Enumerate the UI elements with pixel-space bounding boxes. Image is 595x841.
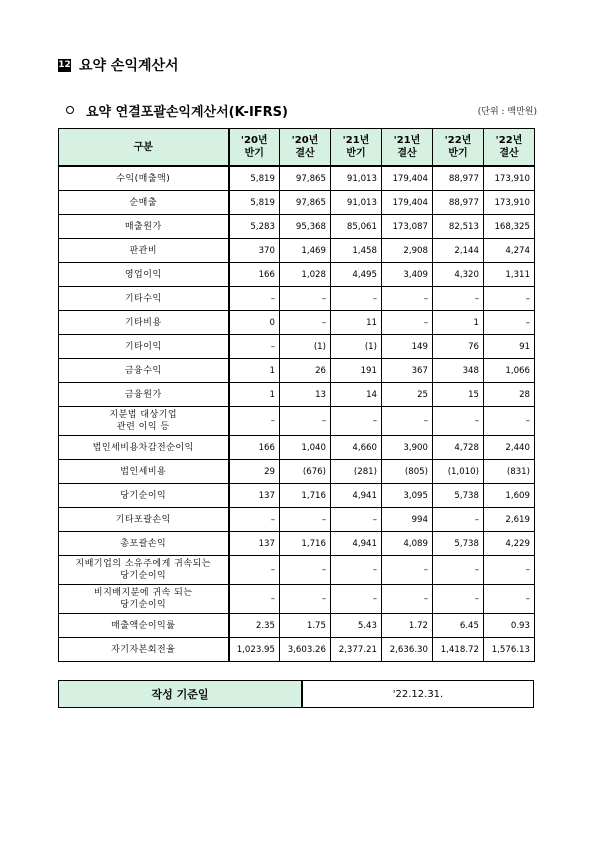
row-value: 28 — [484, 383, 535, 407]
row-value: 91,013 — [331, 191, 382, 215]
table-row — [59, 239, 535, 263]
table-row — [59, 263, 535, 287]
row-value: 25 — [382, 383, 433, 407]
table-row — [59, 383, 535, 407]
row-value: 1,716 — [280, 532, 331, 556]
row-value: – — [331, 556, 382, 585]
row-value: 5,819 — [229, 191, 280, 215]
row-value: – — [484, 585, 535, 614]
row-value: (281) — [331, 460, 382, 484]
row-value: 1,458 — [331, 239, 382, 263]
row-value: 1,311 — [484, 263, 535, 287]
row-value: 994 — [382, 508, 433, 532]
row-value: 91 — [484, 335, 535, 359]
row-value: 1,469 — [280, 239, 331, 263]
row-value: – — [280, 508, 331, 532]
row-label: 당기순이익 — [59, 484, 229, 508]
row-value: 5,738 — [433, 484, 484, 508]
row-value: – — [331, 407, 382, 436]
row-value: 4,089 — [382, 532, 433, 556]
row-value: 168,325 — [484, 215, 535, 239]
row-label: 기타수익 — [59, 287, 229, 311]
row-value: 1,576.13 — [484, 638, 535, 662]
row-value: 2,908 — [382, 239, 433, 263]
row-value: – — [280, 287, 331, 311]
row-value: – — [382, 287, 433, 311]
row-value: 3,603.26 — [280, 638, 331, 662]
table-row — [59, 614, 535, 638]
row-value: 173,087 — [382, 215, 433, 239]
row-value: 88,977 — [433, 191, 484, 215]
row-value: – — [433, 556, 484, 585]
row-value: 1,609 — [484, 484, 535, 508]
row-value: 173,910 — [484, 191, 535, 215]
row-value: 14 — [331, 383, 382, 407]
row-value: 1.75 — [280, 614, 331, 638]
row-value: 1,028 — [280, 263, 331, 287]
row-label: 자기자본회전율 — [59, 638, 229, 662]
table-body — [59, 166, 535, 662]
row-value: – — [382, 585, 433, 614]
table-row — [59, 532, 535, 556]
header-category: 구분 — [59, 129, 229, 167]
row-value: 2,619 — [484, 508, 535, 532]
table-row — [59, 407, 535, 436]
row-label: 판관비 — [59, 239, 229, 263]
row-value: 2,144 — [433, 239, 484, 263]
header-period-6: '22년 결산 — [484, 129, 535, 167]
row-value: – — [382, 311, 433, 335]
row-value: – — [331, 287, 382, 311]
row-value: – — [331, 585, 382, 614]
table-header-row — [59, 129, 535, 167]
row-value: – — [433, 407, 484, 436]
row-value: – — [433, 508, 484, 532]
row-value: – — [280, 585, 331, 614]
row-value: 4,229 — [484, 532, 535, 556]
row-value: 0 — [229, 311, 280, 335]
row-value: – — [229, 335, 280, 359]
row-value: 88,977 — [433, 166, 484, 191]
row-label: 수익(매출액) — [59, 166, 229, 191]
header-period-5: '22년 반기 — [433, 129, 484, 167]
row-label: 법인세비용차감전순이익 — [59, 436, 229, 460]
row-value: (676) — [280, 460, 331, 484]
table-row — [59, 638, 535, 662]
row-value: 2,636.30 — [382, 638, 433, 662]
table-row — [59, 436, 535, 460]
row-value: 3,900 — [382, 436, 433, 460]
row-value: 137 — [229, 484, 280, 508]
table-row — [59, 460, 535, 484]
row-value: 4,495 — [331, 263, 382, 287]
row-label: 매출액순이익률 — [59, 614, 229, 638]
table-row — [59, 556, 535, 585]
row-value: – — [382, 407, 433, 436]
row-value: 1,023.95 — [229, 638, 280, 662]
table-row — [59, 311, 535, 335]
row-value: – — [229, 556, 280, 585]
row-value: 166 — [229, 263, 280, 287]
section-title — [58, 55, 179, 75]
row-value: – — [484, 556, 535, 585]
row-value: 191 — [331, 359, 382, 383]
unit-note: (단위 : 백만원) — [477, 107, 537, 117]
row-value: 348 — [433, 359, 484, 383]
row-value: 4,941 — [331, 484, 382, 508]
row-value: 13 — [280, 383, 331, 407]
row-value: 4,660 — [331, 436, 382, 460]
row-value: (1) — [331, 335, 382, 359]
row-value: 82,513 — [433, 215, 484, 239]
row-value: – — [229, 287, 280, 311]
row-value: 85,061 — [331, 215, 382, 239]
row-value: 4,728 — [433, 436, 484, 460]
row-label: 법인세비용 — [59, 460, 229, 484]
table-row — [59, 585, 535, 614]
row-value: 26 — [280, 359, 331, 383]
row-value: 4,274 — [484, 239, 535, 263]
row-value: 1 — [229, 359, 280, 383]
row-value: – — [229, 585, 280, 614]
row-value: (1,010) — [433, 460, 484, 484]
row-value: 149 — [382, 335, 433, 359]
row-value: 2,440 — [484, 436, 535, 460]
row-value: (831) — [484, 460, 535, 484]
row-value: 95,368 — [280, 215, 331, 239]
row-value: 3,409 — [382, 263, 433, 287]
row-value: 1 — [229, 383, 280, 407]
row-label: 지배기업의 소유주에게 귀속되는 당기순이익 — [59, 556, 229, 585]
reference-date-value: '22.12.31. — [302, 681, 534, 708]
header-period-3: '21년 반기 — [331, 129, 382, 167]
row-value: 173,910 — [484, 166, 535, 191]
row-value: – — [382, 556, 433, 585]
row-label: 순매출 — [59, 191, 229, 215]
row-value: 179,404 — [382, 166, 433, 191]
row-value: 2,377.21 — [331, 638, 382, 662]
reference-date-label: 작성 기준일 — [59, 681, 303, 708]
income-statement-table — [58, 128, 535, 662]
row-value: 166 — [229, 436, 280, 460]
header-period-2: '20년 결산 — [280, 129, 331, 167]
row-value: 6.45 — [433, 614, 484, 638]
row-label: 매출원가 — [59, 215, 229, 239]
row-value: 367 — [382, 359, 433, 383]
table-row — [59, 335, 535, 359]
table-row — [59, 191, 535, 215]
table-row — [59, 508, 535, 532]
row-value: 4,320 — [433, 263, 484, 287]
table-row — [59, 484, 535, 508]
row-value: 4,941 — [331, 532, 382, 556]
subtitle — [66, 100, 288, 120]
row-value: 370 — [229, 239, 280, 263]
row-value: – — [280, 407, 331, 436]
row-value: – — [280, 556, 331, 585]
row-value: 179,404 — [382, 191, 433, 215]
row-value: (805) — [382, 460, 433, 484]
row-value: 5,283 — [229, 215, 280, 239]
header-period-1: '20년 반기 — [229, 129, 280, 167]
row-value: 5.43 — [331, 614, 382, 638]
row-value: 1.72 — [382, 614, 433, 638]
row-value: 5,738 — [433, 532, 484, 556]
row-label: 비지배지분에 귀속 되는 당기순이익 — [59, 585, 229, 614]
subtitle-text: 요약 연결포괄손익계산서(K-IFRS) — [86, 104, 288, 120]
row-label: 기타이익 — [59, 335, 229, 359]
row-value: 97,865 — [280, 191, 331, 215]
row-value: 137 — [229, 532, 280, 556]
row-value: 97,865 — [280, 166, 331, 191]
row-value: – — [331, 508, 382, 532]
row-value: 1,716 — [280, 484, 331, 508]
table-row — [59, 287, 535, 311]
row-label: 기타비용 — [59, 311, 229, 335]
row-value: 91,013 — [331, 166, 382, 191]
row-value: 11 — [331, 311, 382, 335]
row-value: – — [484, 287, 535, 311]
row-label: 금융원가 — [59, 383, 229, 407]
row-value: – — [484, 311, 535, 335]
row-label: 금융수익 — [59, 359, 229, 383]
row-value: 1,066 — [484, 359, 535, 383]
section-number-badge: 12 — [58, 59, 71, 70]
row-value: 1,418.72 — [433, 638, 484, 662]
circle-bullet-icon — [66, 106, 74, 114]
table-row — [59, 215, 535, 239]
row-value: 15 — [433, 383, 484, 407]
row-label: 지분법 대상기업 관련 이익 등 — [59, 407, 229, 436]
row-value: – — [433, 585, 484, 614]
row-value: 1,040 — [280, 436, 331, 460]
row-value: 1 — [433, 311, 484, 335]
table-row — [59, 166, 535, 191]
row-label: 기타포괄손익 — [59, 508, 229, 532]
row-value: – — [229, 508, 280, 532]
reference-date-table — [58, 680, 534, 708]
table-row — [59, 359, 535, 383]
row-value: – — [433, 287, 484, 311]
row-value: – — [280, 311, 331, 335]
section-title-text: 요약 손익계산서 — [79, 58, 179, 74]
row-value: 5,819 — [229, 166, 280, 191]
row-value: 76 — [433, 335, 484, 359]
row-value: – — [229, 407, 280, 436]
row-value: – — [484, 407, 535, 436]
row-label: 총포괄손익 — [59, 532, 229, 556]
row-value: 29 — [229, 460, 280, 484]
header-period-4: '21년 결산 — [382, 129, 433, 167]
row-label: 영업이익 — [59, 263, 229, 287]
row-value: (1) — [280, 335, 331, 359]
row-value: 2.35 — [229, 614, 280, 638]
row-value: 3,095 — [382, 484, 433, 508]
row-value: 0.93 — [484, 614, 535, 638]
